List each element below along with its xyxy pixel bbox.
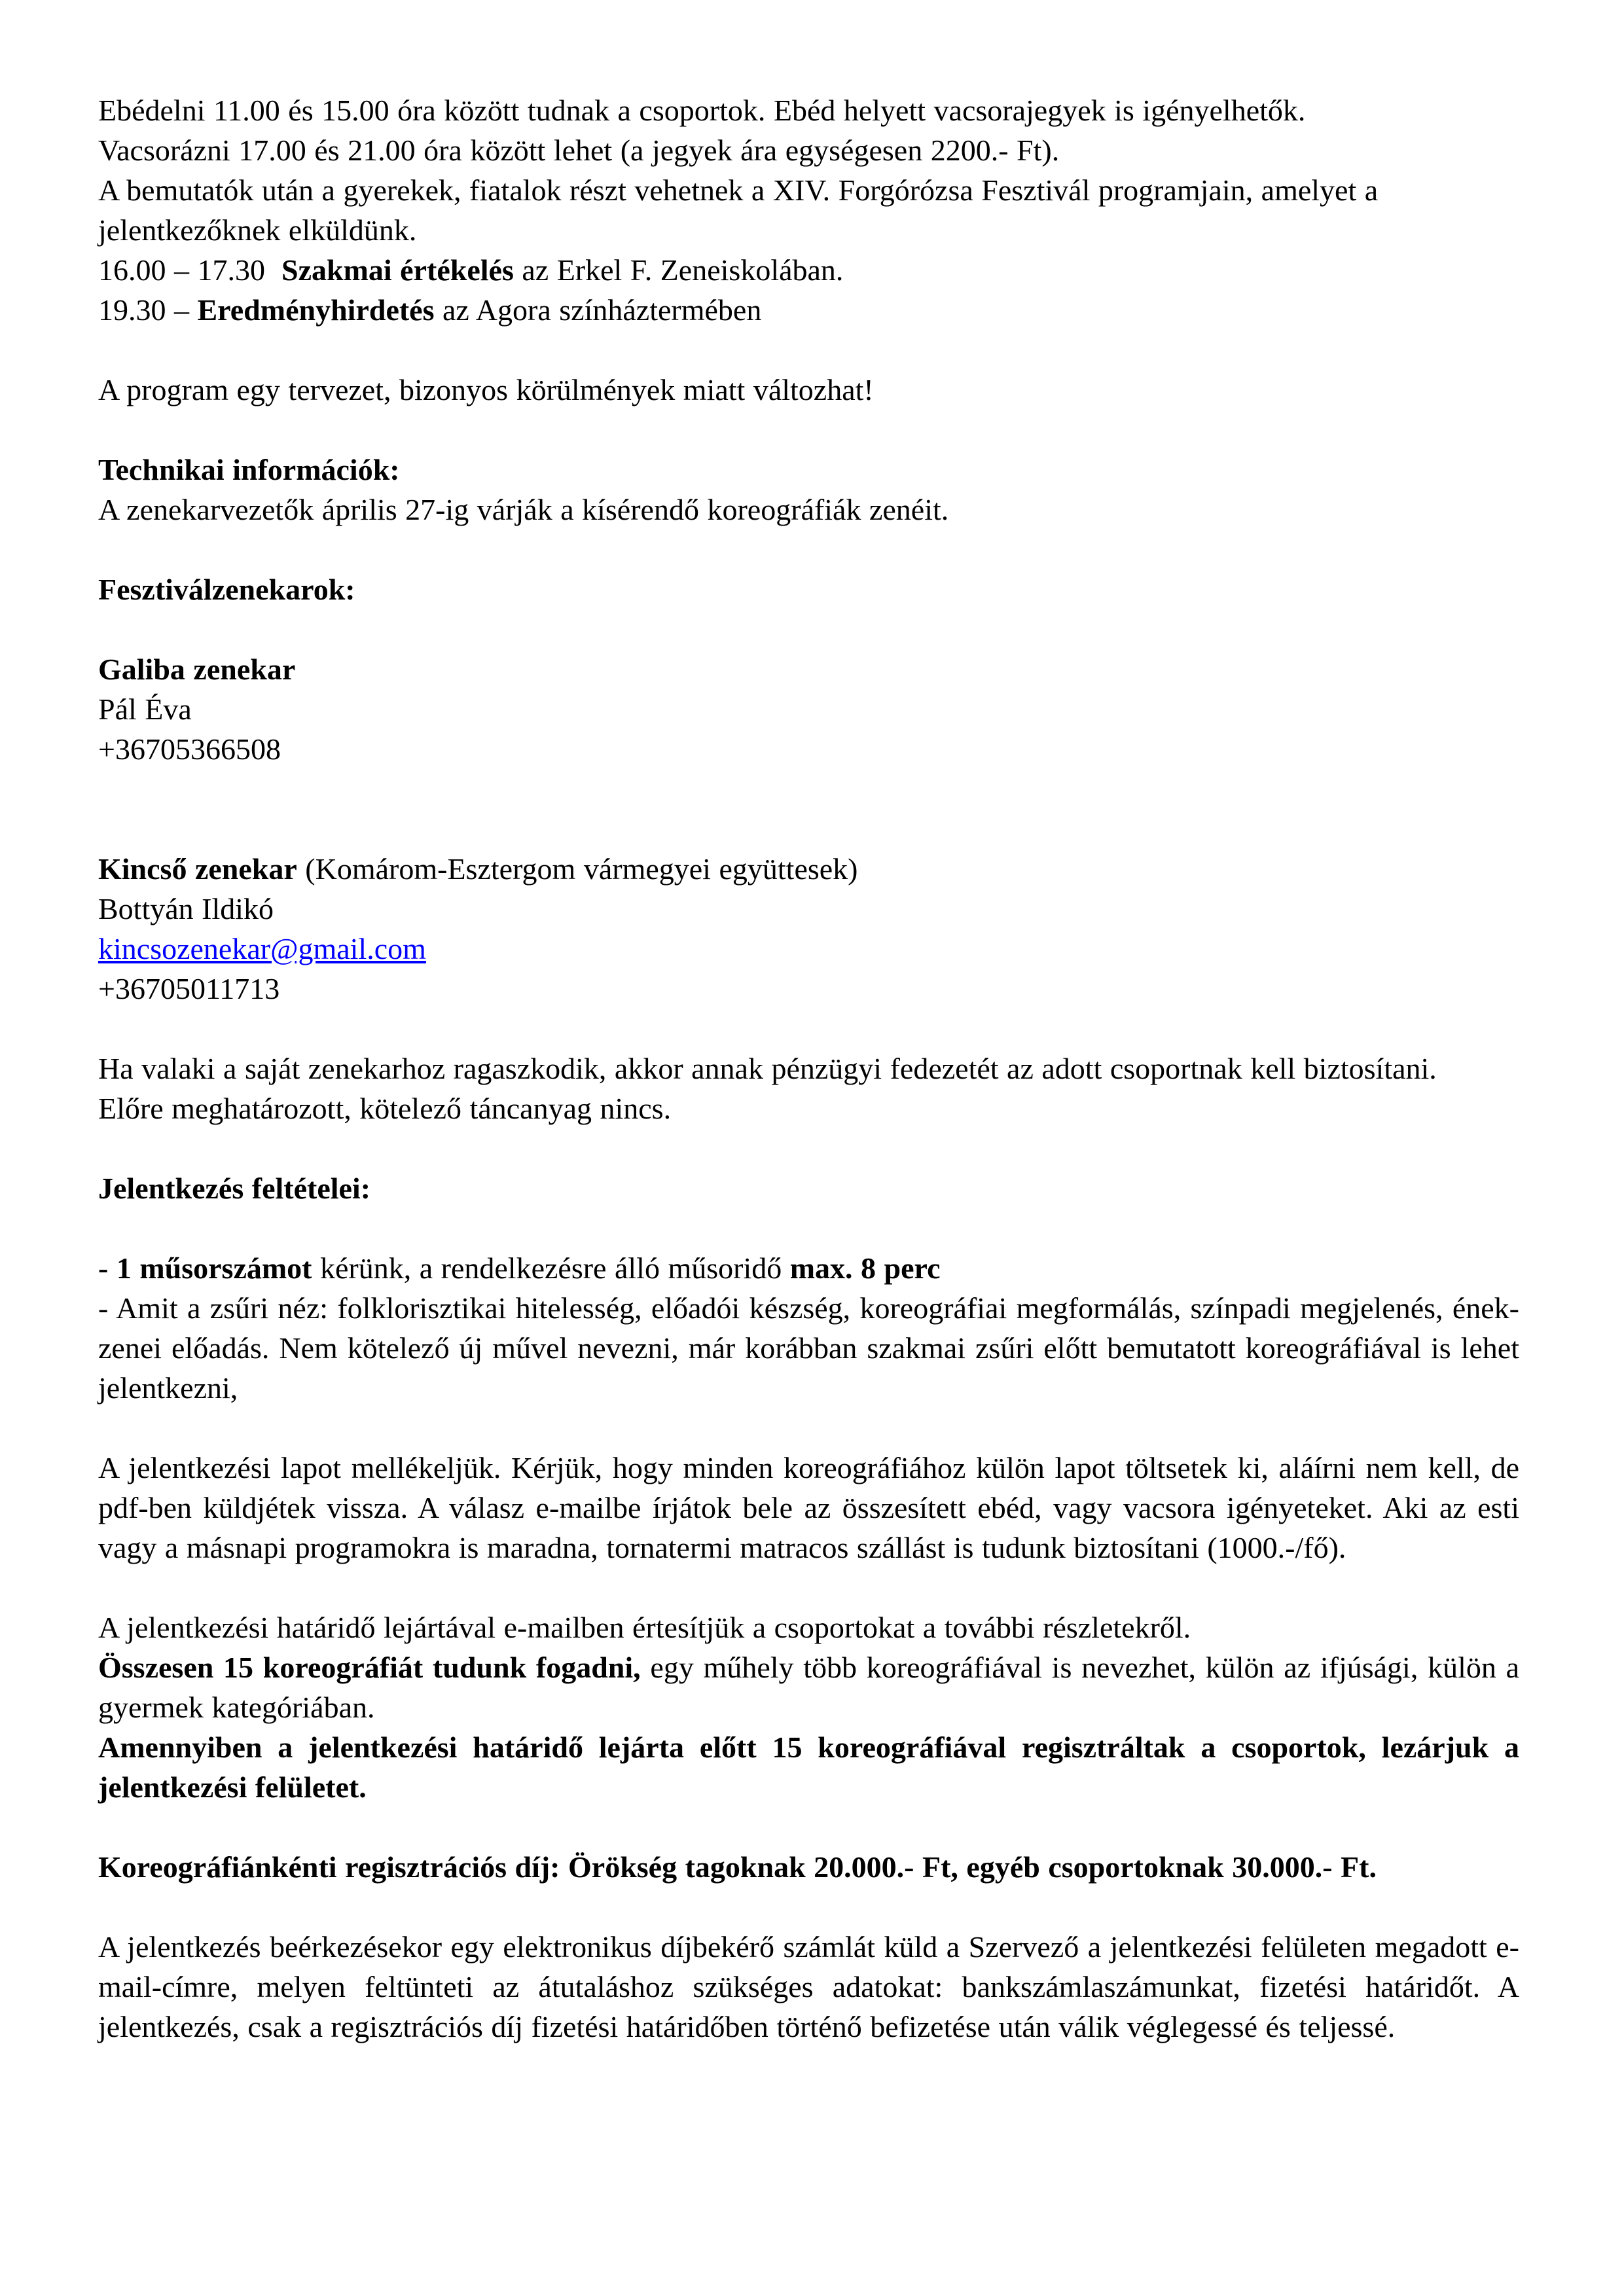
blank-line bbox=[98, 410, 1519, 450]
line-application-form bbox=[98, 1448, 1519, 1568]
text: az Erkel F. Zeneiskolában. bbox=[513, 253, 844, 287]
bold-text: Szakmai értékelés bbox=[281, 253, 514, 287]
blank-line bbox=[98, 809, 1519, 849]
text: Vacsorázni 17.00 és 21.00 óra között lehet (a jegyek ára egységesen 2200.- Ft). bbox=[98, 134, 1060, 167]
line-program-disclaimer bbox=[98, 370, 1519, 410]
text: +36705011713 bbox=[98, 972, 280, 1005]
line-jury-criteria bbox=[98, 1288, 1519, 1408]
text: 16.00 – 17.30 bbox=[98, 253, 281, 287]
bold-text: Kincső zenekar bbox=[98, 852, 297, 886]
text: - Amit a zsűri néz: folklorisztikai hitelesség, előadói készség, koreográfiai megformálás, színpadi megjelenés, ének-zenei előadás. Nem kötelező új művel nevezni, már korábban szakmai zsűri előtt bemutatott koreográfiával is lehet jelentkezni, bbox=[98, 1291, 1519, 1405]
band-name-kincso bbox=[98, 849, 1519, 889]
bold-text: max. 8 perc bbox=[789, 1251, 941, 1285]
bold-text: Fesztiválzenekarok: bbox=[98, 573, 355, 606]
bold-text: Koreográfiánkénti regisztrációs díj: Örökség tagoknak 20.000.- Ft, egyéb csoportoknak 30.000.- Ft. bbox=[98, 1850, 1377, 1884]
text: +36705366508 bbox=[98, 732, 281, 766]
line-festival-programs bbox=[98, 170, 1519, 250]
heading-fesztivalzenekarok bbox=[98, 569, 1519, 609]
text: A jelentkezési lapot mellékeljük. Kérjük, hogy minden koreográfiához külön lapot töltsetek ki, aláírni nem kell, de pdf-ben küldjétek vissza. A válasz e-mailbe írjátok bele az összesített ebéd, vagy vacsora igényeteket. Aki az esti vagy a másnapi programokra is maradna, tornatermi matracos szállást is tudunk biztosítani (1000.-/fő). bbox=[98, 1451, 1519, 1564]
blank-line bbox=[98, 1208, 1519, 1248]
phone-number-galiba bbox=[98, 729, 1519, 769]
blank-line bbox=[98, 1887, 1519, 1927]
text: Pál Éva bbox=[98, 692, 192, 726]
text: egy műhely több koreográfiával is nevezhet, külön az ifjúsági, külön a gyermek kategóriában. bbox=[98, 1651, 1519, 1724]
line-no-mandatory-material bbox=[98, 1088, 1519, 1128]
blank-line bbox=[98, 609, 1519, 649]
blank-line bbox=[98, 529, 1519, 569]
line-music-deadline bbox=[98, 490, 1519, 529]
document-body bbox=[98, 90, 1519, 2047]
phone-number-kincso bbox=[98, 969, 1519, 1009]
text: A program egy tervezet, bizonyos körülmények miatt változhat! bbox=[98, 373, 874, 406]
blank-line bbox=[98, 1568, 1519, 1607]
line-registration-fee bbox=[98, 1847, 1519, 1887]
line-schedule-results bbox=[98, 290, 1519, 330]
blank-line bbox=[98, 1128, 1519, 1168]
bold-text: - 1 műsorszámot bbox=[98, 1251, 312, 1285]
blank-line bbox=[98, 769, 1519, 809]
heading-jelentkezes-feltetelei bbox=[98, 1168, 1519, 1208]
blank-line bbox=[98, 1408, 1519, 1448]
text: A jelentkezési határidő lejártával e-mailben értesítjük a csoportokat a további részletekről. bbox=[98, 1611, 1191, 1644]
bold-text: Technikai információk: bbox=[98, 453, 400, 486]
text: az Agora színháztermében bbox=[434, 293, 762, 327]
blank-line bbox=[98, 330, 1519, 370]
text: Ebédelni 11.00 és 15.00 óra között tudnak a csoportok. Ebéd helyett vacsorajegyek is igényelhetők. bbox=[98, 94, 1306, 127]
text: Ha valaki a saját zenekarhoz ragaszkodik, akkor annak pénzügyi fedezetét az adott csoportnak kell biztosítani. bbox=[98, 1052, 1437, 1085]
contact-name-pal-eva bbox=[98, 689, 1519, 729]
text: Bottyán Ildikó bbox=[98, 892, 274, 925]
text: Előre meghatározott, kötelező táncanyag nincs. bbox=[98, 1092, 672, 1125]
line-choreography-limit bbox=[98, 1647, 1519, 1727]
text: A bemutatók után a gyerekek, fiatalok részt vehetnek a XIV. Forgórózsa Fesztivál programjain, amelyet a jelentkezőknek elküldünk. bbox=[98, 173, 1379, 247]
bold-text: Eredményhirdetés bbox=[197, 293, 435, 327]
line-schedule-evaluation bbox=[98, 250, 1519, 290]
text: A zenekarvezetők április 27-ig várják a kísérendő koreográfiák zenéit. bbox=[98, 493, 949, 526]
email-link[interactable]: kincsozenekar@gmail.com bbox=[98, 932, 426, 965]
band-name-galiba bbox=[98, 649, 1519, 689]
bold-text: Amennyiben a jelentkezési határidő lejárta előtt 15 koreográfiával regisztráltak a csoportok, lezárjuk a jelentkezési felületet. bbox=[98, 1731, 1519, 1804]
line-payment-info bbox=[98, 1927, 1519, 2047]
text: 19.30 – bbox=[98, 293, 198, 327]
blank-line bbox=[98, 1807, 1519, 1847]
line-own-band-funding bbox=[98, 1049, 1519, 1088]
bold-text: Jelentkezés feltételei: bbox=[98, 1172, 371, 1205]
bold-text: Összesen 15 koreográfiát tudunk fogadni, bbox=[98, 1651, 641, 1684]
line-registration-close bbox=[98, 1727, 1519, 1807]
bold-text: Galiba zenekar bbox=[98, 653, 296, 686]
heading-technikai-informaciok bbox=[98, 450, 1519, 490]
text: A jelentkezés beérkezésekor egy elektronikus díjbekérő számlát küld a Szervező a jelentkezési felületen megadott e-mail-címre, melyen feltünteti az átutaláshoz szükséges adatokat: bankszámlaszámunkat, fizetési határidőt. A jelentkezés, csak a regisztrációs díj fizetési határidőben történő befizetése után válik véglegessé és teljessé. bbox=[98, 1930, 1519, 2043]
line-email bbox=[98, 929, 1519, 969]
line-deadline-notification bbox=[98, 1607, 1519, 1647]
line-dinner-info bbox=[98, 130, 1519, 170]
line-program-length bbox=[98, 1248, 1519, 1288]
text: (Komárom-Esztergom vármegyei együttesek) bbox=[297, 852, 858, 886]
contact-name-bottyan-ildiko bbox=[98, 889, 1519, 929]
blank-line bbox=[98, 1009, 1519, 1049]
line-lunch-info bbox=[98, 90, 1519, 130]
text: kérünk, a rendelkezésre álló műsoridő bbox=[312, 1251, 790, 1285]
